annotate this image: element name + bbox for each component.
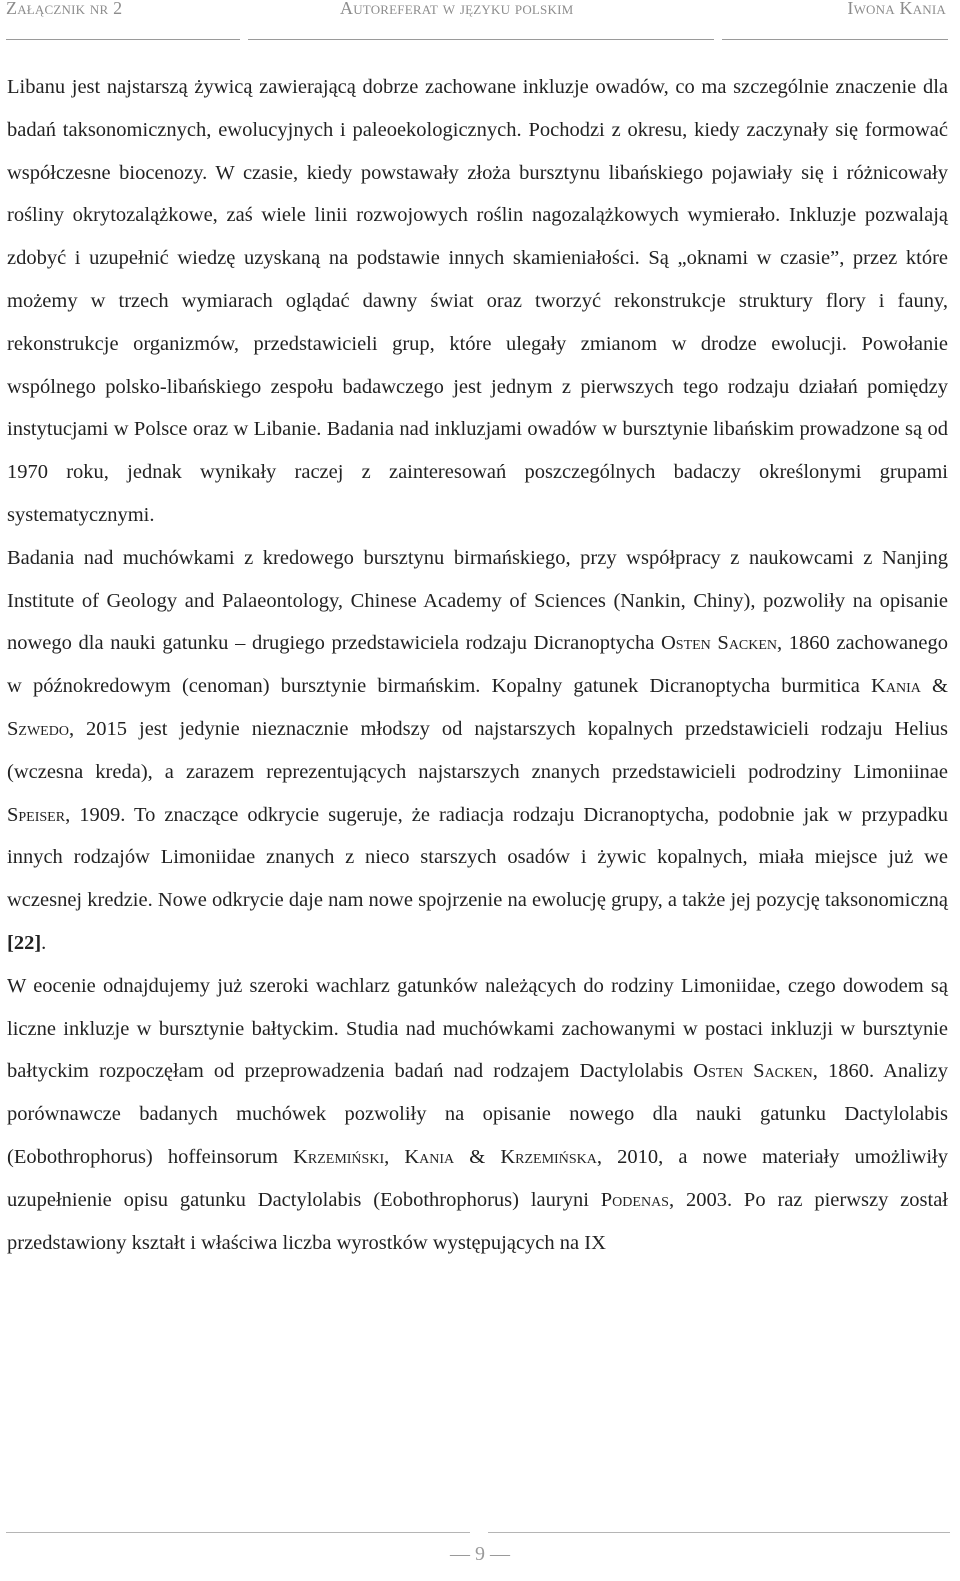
author-name: Krzemiński [293, 1145, 385, 1168]
paragraph-text: W eocenie odnajdujemy już szeroki wachlarz gatunków należących do rodziny Limoniidae, czego dowodem są liczne inkluzje w bursztynie bałtyckim. Studia nad muchówkami zachowanymi w postaci inkluzji w bursztynie bałtyckim rozpoczęłam od przeprowadzenia badań nad rodzajem Dactylolabis [7, 974, 948, 1083]
header-divider [722, 39, 948, 40]
footer-divider [488, 1532, 950, 1533]
paragraph-text: , 1860 zachowanego w późnokredowym (cenoman) bursztynie birmańskim. Kopalny gatunek Dicranoptycha burmitica [7, 632, 948, 698]
author-name: Kania [404, 1145, 455, 1168]
footer-divider [6, 1532, 470, 1533]
paragraph-lebanese-amber [7, 66, 948, 537]
header-author-name: Iwona Kania [847, 0, 946, 18]
page-number-value: 9 [475, 1543, 485, 1565]
author-name: Kania [871, 675, 921, 698]
paragraph-text: & [920, 675, 948, 698]
header-divider [248, 39, 714, 40]
document-body [7, 66, 948, 1264]
paragraph-text: , 1909. To znaczące odkrycie sugeruje, że radiacja rodzaju Dicranoptycha, podobnie jak w przypadku innych rodzajów Limoniidae znanych z nieco starszych osadów i żywic kopalnych, miała miejsce już we wczesnej kredzie. Nowe odkrycie daje nam nowe spojrzenie na ewolucję grupy, a także jej pozycję taksonomiczną [7, 803, 948, 912]
author-name: Krzemińska [500, 1145, 597, 1168]
paragraph-text: , 2015 jest jedynie nieznacznie młodszy od najstarszych kopalnych przedstawicieli rodzaju Helius (wczesna kreda), a zarazem reprezentujących najstarszych znanych przedstawicieli podrodziny Limoniinae [7, 717, 948, 783]
reference-citation: [22] [7, 931, 42, 954]
paragraph-text: Badania nad muchówkami z kredowego bursztynu birmańskiego, przy współpracy z naukowcami z Nanjing Institute of Geology and Palaeontology, Chinese Academy of Sciences (Nankin, Chiny), pozwoliły na opisanie nowego dla nauki gatunku – drugiego przedstawiciela rodzaju Dicranoptycha [7, 546, 948, 655]
page-header [0, 0, 960, 44]
paragraph-text: . [41, 931, 47, 954]
paragraph-text: , 2003. Po raz pierwszy został przedstawiony kształt i właściwa liczba wyrostków występujących na IX [7, 1188, 948, 1254]
page-number: — 9 — [450, 1543, 510, 1565]
paragraph-text: , 1860. Analizy porównawcze badanych muchówek pozwoliły na opisanie nowego dla nauki gatunku Dactylolabis (Eobothrophorus) hoffeinsorum [7, 1060, 948, 1168]
paragraph-baltic-amber [7, 965, 948, 1265]
paragraph-text: Libanu jest najstarszą żywicą zawierającą dobrze zachowane inkluzje owadów, co ma szczególnie znaczenie dla badań taksonomicznych, ewolucyjnych i paleoekologicznych. Pochodzi z okresu, kiedy zaczynały się formować współczesne biocenozy. W czasie, kiedy powstawały złoża bursztynu libańskiego pojawiały się i różnicowały rośliny okrytozalążkowe, zaś wiele linii rozwojowych roślin nagozalążkowych wymierało. Inkluzje pozwalają zdobyć i uzupełnić wiedzę uzyskaną na podstawie innych skamieniałości. Są „oknami w czasie”, przez które możemy w trzech wymiarach oglądać dawny świat oraz tworzyć rekonstrukcje struktury flory i fauny, rekonstrukcje organizmów, przedstawicieli grup, które ulegały zmianom w drodze ewolucji. Powołanie wspólnego polsko-libańskiego zespołu badawczego jest jednym z pierwszych tego rodzaju działań pomiędzy instytucjami w Polsce oraz w Libanie. Badania nad inkluzjami owadów w bursztynie libańskim prowadzone są od 1970 roku, jednak wynikały raczej z zainteresowań poszczególnych badaczy określonymi grupami systematycznymi. [7, 76, 948, 526]
author-name: Podenas [600, 1188, 669, 1211]
header-divider [6, 39, 240, 40]
paragraph-text: & [454, 1145, 501, 1168]
paragraph-burmese-amber [7, 537, 948, 965]
header-document-title: Autoreferat w języku polskim [340, 0, 574, 18]
paragraph-text: , 2010, a nowe materiały umożliwiły uzupełnienie opisu gatunku Dactylolabis (Eobothrophorus) lauryni [7, 1145, 948, 1211]
author-name: Osten Sacken [693, 1060, 813, 1083]
paragraph-text: , [384, 1145, 405, 1168]
author-name: Speiser [7, 803, 66, 826]
author-name: Osten Sacken [660, 632, 778, 655]
author-name: Szwedo [7, 717, 69, 740]
header-annex-label: Załącznik nr 2 [6, 0, 123, 18]
